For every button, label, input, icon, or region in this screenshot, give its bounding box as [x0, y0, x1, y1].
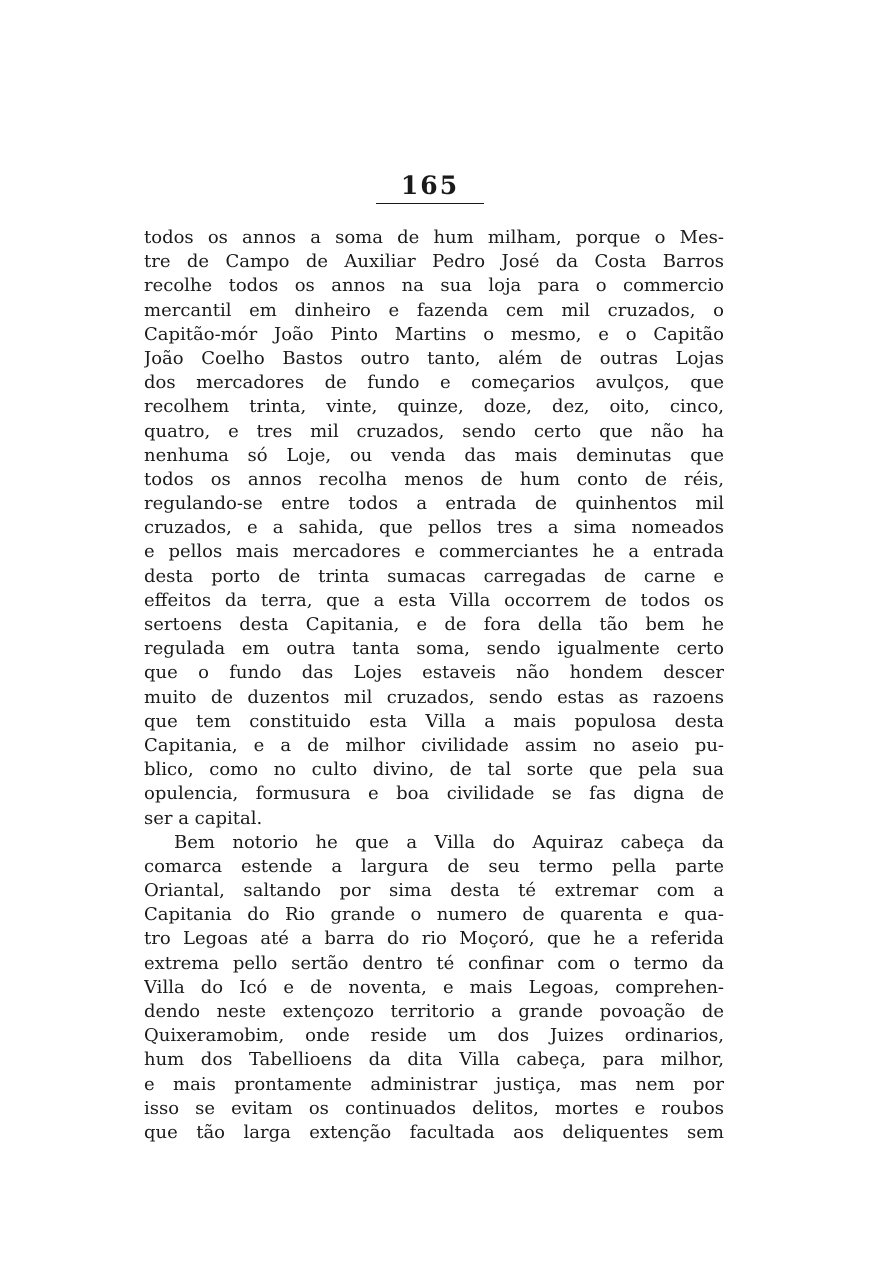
text-line: Capitania do Rio grande o numero de quarenta e qua-: [144, 904, 724, 926]
text-line: effeitos da terra, que a esta Villa occorrem de todos os: [144, 589, 724, 611]
text-line: Bem notorio he que a Villa do Aquiraz cabeça da: [174, 831, 724, 853]
text-line: Oriantal, saltando por sima desta té extremar com a: [144, 880, 724, 902]
text-line: cruzados, e a sahida, que pellos tres a sima nomeados: [144, 517, 724, 539]
text-line: e mais prontamente administrar justiça, mas nem por: [144, 1073, 724, 1095]
text-line: tro Legoas até a barra do rio Moçoró, que he a referida: [144, 928, 724, 950]
text-line: que o fundo das Lojes estaveis não hondem descer: [144, 662, 724, 684]
text-line: que tem constituido esta Villa a mais populosa desta: [144, 710, 724, 732]
text-line: hum dos Tabellioens da dita Villa cabeça, para milhor,: [144, 1049, 724, 1071]
page-number: 165: [400, 171, 460, 200]
text-line: e pellos mais mercadores e commerciantes he a entrada: [144, 541, 724, 563]
text-line: blico, como no culto divino, de tal sorte que pela sua: [144, 759, 724, 781]
text-line: sertoens desta Capitania, e de fora della tão bem he: [144, 614, 724, 635]
text-line: que tão larga extenção facultada aos deliquentes sem: [144, 1121, 724, 1143]
text-line: opulencia, formusura e boa civilidade se fas digna de: [144, 783, 724, 805]
text-line: Capitão-mór João Pinto Martins o mesmo, e o Capitão: [144, 323, 724, 345]
text-line: regulando-se entre todos a entrada de quinhentos mil: [144, 493, 724, 515]
text-line: Quixeramobim, onde reside um dos Juizes ordinarios,: [144, 1025, 724, 1047]
text-line: dendo neste extençozo territorio a grande povoação de: [144, 1001, 724, 1022]
text-line: todos os annos recolha menos de hum conto de réis,: [144, 468, 724, 490]
text-line: muito de duzentos mil cruzados, sendo estas as razoens: [144, 686, 724, 708]
text-line: recolhe todos os annos na sua loja para o commercio: [144, 275, 724, 297]
text-line: Villa do Icó e de noventa, e mais Legoas, comprehen-: [144, 976, 724, 998]
text-line: Capitania, e a de milhor civilidade assim no aseio pu-: [144, 734, 724, 756]
header-rule: [376, 203, 484, 204]
text-line: João Coelho Bastos outro tanto, além de outras Lojas: [144, 347, 724, 369]
text-line: regulada em outra tanta soma, sendo igualmente certo: [144, 638, 724, 660]
text-line: extrema pello sertão dentro té confinar com o termo da: [144, 952, 724, 974]
text-line: dos mercadores de fundo e começarios avulços, que: [144, 372, 724, 394]
text-line: mercantil em dinheiro e fazenda cem mil cruzados, o: [144, 299, 724, 321]
text-line: recolhem trinta, vinte, quinze, doze, dez, oito, cinco,: [144, 396, 724, 418]
text-line: nenhuma só Loje, ou venda das mais deminutas que: [144, 444, 724, 466]
text-line: desta porto de trinta sumacas carregadas de carne e: [144, 565, 724, 587]
text-line: todos os annos a soma de hum milham, porque o Mes-: [144, 227, 724, 248]
text-line: ser a capital.: [144, 807, 263, 829]
text-line: tre de Campo de Auxiliar Pedro José da Costa Barros: [144, 251, 724, 273]
body-text: [144, 226, 724, 1145]
text-line: isso se evitam os continuados delitos, mortes e roubos: [144, 1097, 724, 1119]
text-line: comarca estende a largura de seu termo pella parte: [144, 855, 724, 877]
text-line: quatro, e tres mil cruzados, sendo certo que não ha: [144, 420, 724, 442]
